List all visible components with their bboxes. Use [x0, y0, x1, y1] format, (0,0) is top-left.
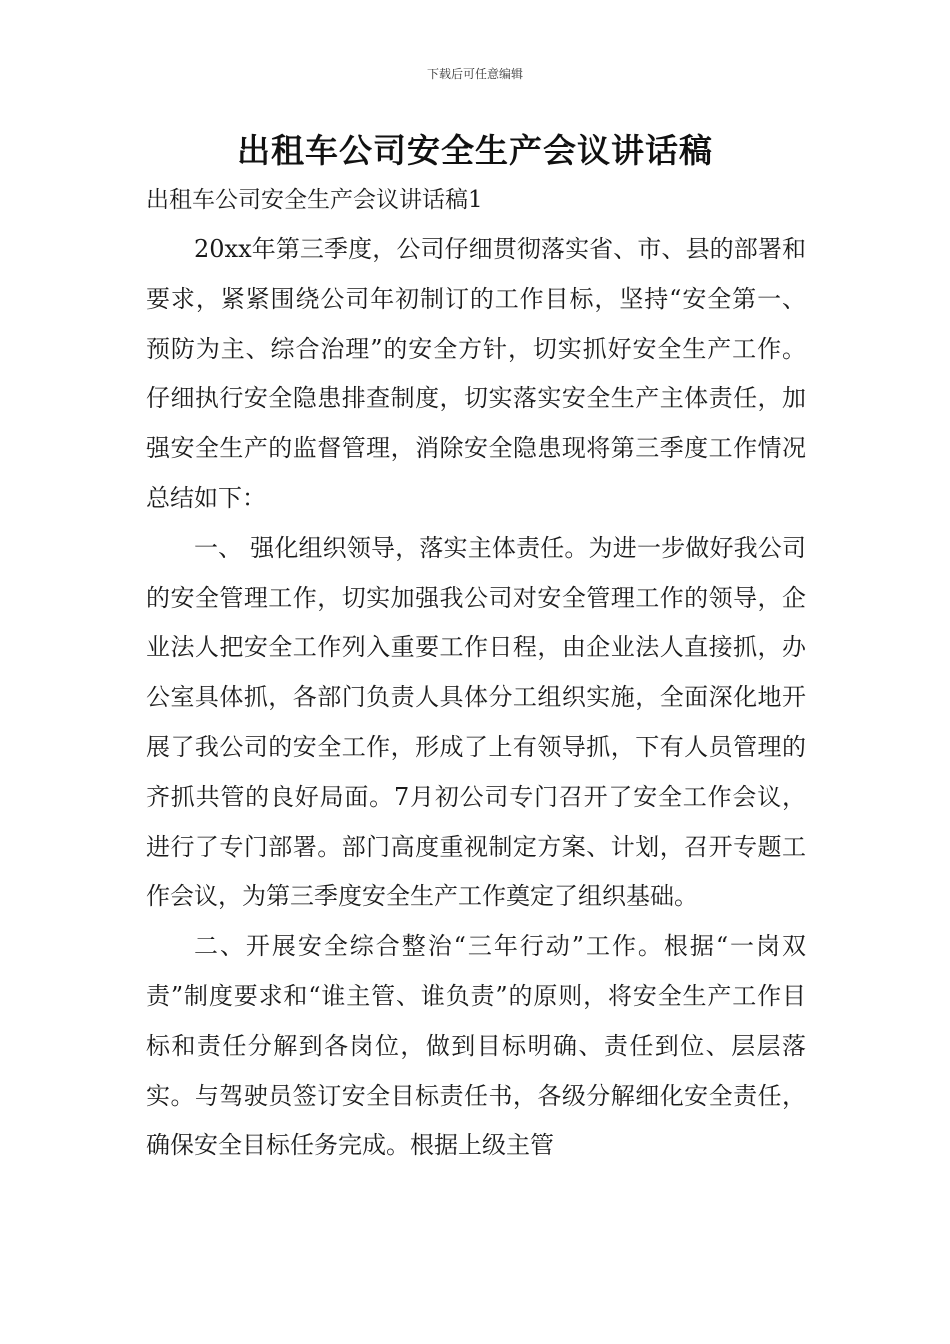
- header-note: 下载后可任意编辑: [426, 67, 523, 81]
- section-subtitle: 出租车公司安全生产会议讲话稿1: [146, 187, 483, 213]
- paragraph-2: 一、 强化组织领导，落实主体责任。为进一步做好我公司的安全管理工作，切实加强我公司对安全管理工作的领导，企业法人把安全工作列入重要工作日程，由企业法人直接抓，办公室具体抓，各部门负责人具体分工组织实施，全面深化地开展了我公司的安全工作，形成了上有领导抓，下有人员管理的齐抓共管的良好局面。7月初公司专门召开了安全工作会议，进行了专门部署。部门高度重视制定方案、计划，召开专题工作会议，为第三季度安全生产工作奠定了组织基础。: [146, 533, 806, 911]
- paragraph-3: 二、开展安全综合整治“三年行动”工作。根据“一岗双责”制度要求和“谁主管、谁负责”的原则，将安全生产工作目标和责任分解到各岗位，做到目标明确、责任到位、层层落实。与驾驶员签订安全目标责任书，各级分解细化安全责任，确保安全目标任务完成。根据上级主管: [146, 932, 806, 1160]
- body-text: [146, 225, 806, 1171]
- document-title: 出租车公司安全生产会议讲话稿: [237, 131, 713, 170]
- paragraph-1: 20xx年第三季度，公司仔细贯彻落实省、市、县的部署和要求，紧紧围绕公司年初制订的工作目标，坚持“安全第一、预防为主、综合治理”的安全方针，切实抓好安全生产工作。仔细执行安全隐患排查制度，切实落实安全生产主体责任，加强安全生产的监督管理，消除安全隐患现将第三季度工作情况总结如下：: [146, 235, 806, 512]
